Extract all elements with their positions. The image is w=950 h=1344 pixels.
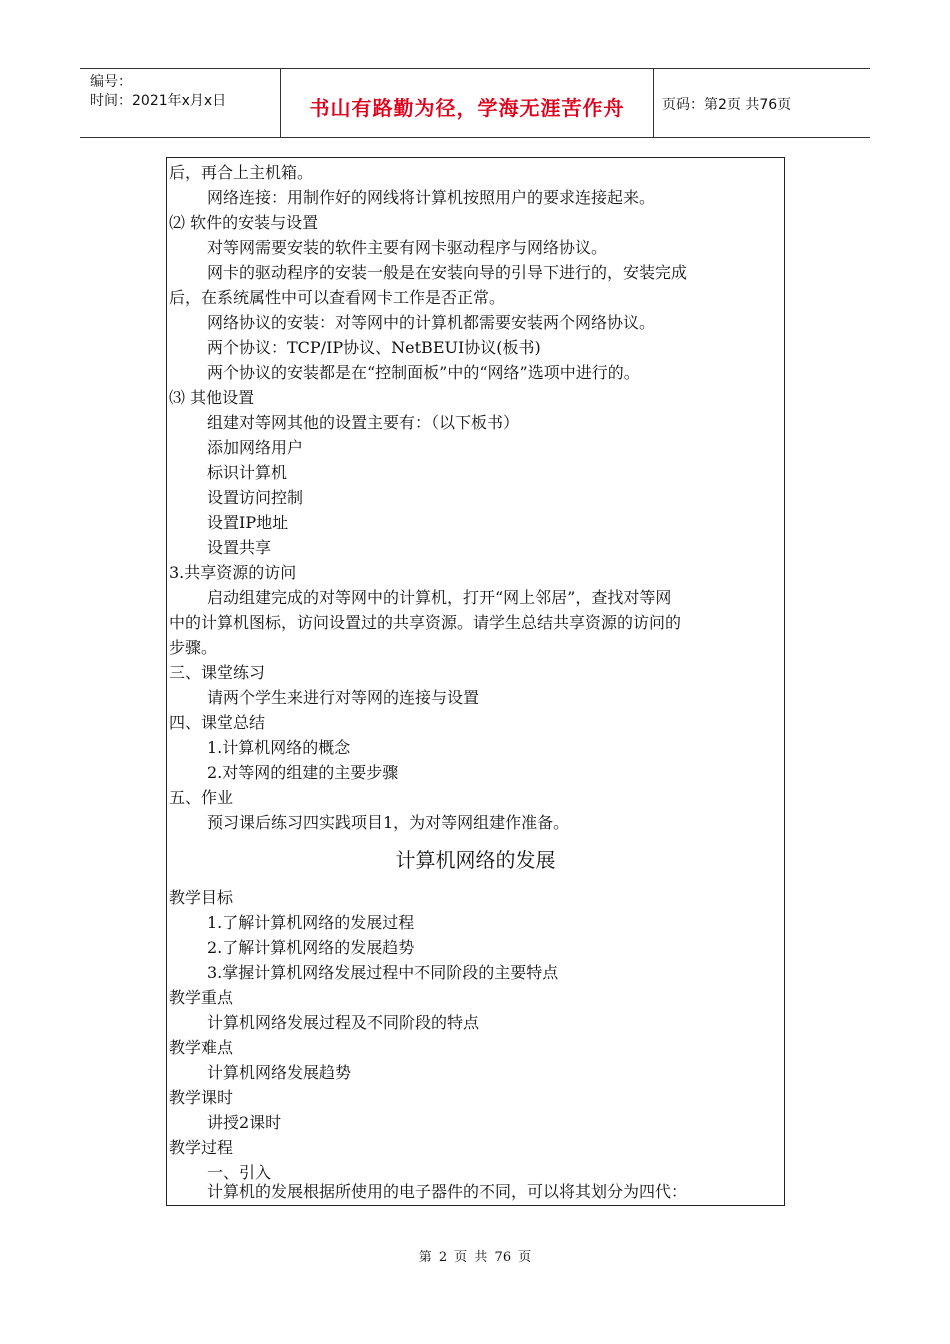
number-label: 编号： xyxy=(90,74,132,90)
text-line: 计算机网络发展过程及不同阶段的特点 xyxy=(207,1013,480,1032)
text-line: 网络连接：用制作好的网线将计算机按照用户的要求连接起来。 xyxy=(207,188,656,207)
header-info-cell xyxy=(80,69,281,137)
text-line: 3.共享资源的访问 xyxy=(169,563,297,582)
text-line: 教学难点 xyxy=(169,1038,234,1057)
text-line: 请两个学生来进行对等网的连接与设置 xyxy=(207,688,480,707)
text-line: 教学目标 xyxy=(169,888,234,907)
text-line: 1.了解计算机网络的发展过程 xyxy=(207,913,415,932)
content-box xyxy=(166,157,785,1206)
text-line: 设置IP地址 xyxy=(207,513,289,532)
text-line: 两个协议：TCP/IP协议、NetBEUI协议(板书) xyxy=(207,338,541,357)
text-line: 教学过程 xyxy=(169,1138,234,1157)
text-line: 添加网络用户 xyxy=(207,438,304,457)
text-line: 两个协议的安装都是在“控制面板”中的“网络”选项中进行的。 xyxy=(207,363,640,382)
text-line: 3.掌握计算机网络发展过程中不同阶段的主要特点 xyxy=(207,963,559,982)
text-line: ⑵ 软件的安装与设置 xyxy=(169,213,319,232)
text-line: 讲授2课时 xyxy=(207,1113,282,1132)
text-line: 1.计算机网络的概念 xyxy=(207,738,351,757)
header-page-cell xyxy=(654,69,870,137)
text-line: 教学课时 xyxy=(169,1088,234,1107)
text-line: 三、课堂练习 xyxy=(169,663,266,682)
page-label: 页码：第2页 共76页 xyxy=(662,97,792,113)
section-title: 计算机网络的发展 xyxy=(395,848,556,872)
text-line: 设置访问控制 xyxy=(207,488,304,507)
text-line: 2.对等网的组建的主要步骤 xyxy=(207,763,399,782)
text-line: 标识计算机 xyxy=(207,463,288,482)
text-line: 预习课后练习四实践项目1，为对等网组建作准备。 xyxy=(207,813,570,832)
text-line: 步骤。 xyxy=(169,638,218,657)
text-line: 网络协议的安装：对等网中的计算机都需要安装两个网络协议。 xyxy=(207,313,656,332)
text-line: 组建对等网其他的设置主要有：（以下板书） xyxy=(207,413,520,432)
text-line: 后，在系统属性中可以查看网卡工作是否正常。 xyxy=(169,288,506,307)
header-motto-cell xyxy=(281,69,654,137)
text-line: 四、课堂总结 xyxy=(169,713,266,732)
text-line: 网卡的驱动程序的安装一般是在安装向导的引导下进行的，安装完成 xyxy=(207,263,688,282)
text-line: 2.了解计算机网络的发展趋势 xyxy=(207,938,415,957)
text-line: 计算机网络发展趋势 xyxy=(207,1063,352,1082)
text-line: 对等网需要安装的软件主要有网卡驱动程序与网络协议。 xyxy=(207,238,608,257)
text-line: 计算机的发展根据所使用的电子器件的不同，可以将其划分为四代： xyxy=(207,1182,688,1201)
page-header xyxy=(80,68,870,138)
text-line: 启动组建完成的对等网中的计算机，打开“网上邻居”，查找对等网 xyxy=(207,588,672,607)
text-line: ⑶ 其他设置 xyxy=(169,388,255,407)
date-label: 时间：2021年x月x日 xyxy=(90,93,227,109)
text-line: 教学重点 xyxy=(169,988,234,1007)
motto: 书山有路勤为径，学海无涯苦作舟 xyxy=(309,96,625,120)
text-line: 中的计算机图标，访问设置过的共享资源。请学生总结共享资源的访问的 xyxy=(169,613,682,632)
text-line: 一、引入 xyxy=(207,1163,272,1182)
text-line: 后，再合上主机箱。 xyxy=(169,163,314,182)
text-line: 设置共享 xyxy=(207,538,272,557)
text-line: 五、作业 xyxy=(169,788,234,807)
page-footer: 第 2 页 共 76 页 xyxy=(418,1250,532,1265)
